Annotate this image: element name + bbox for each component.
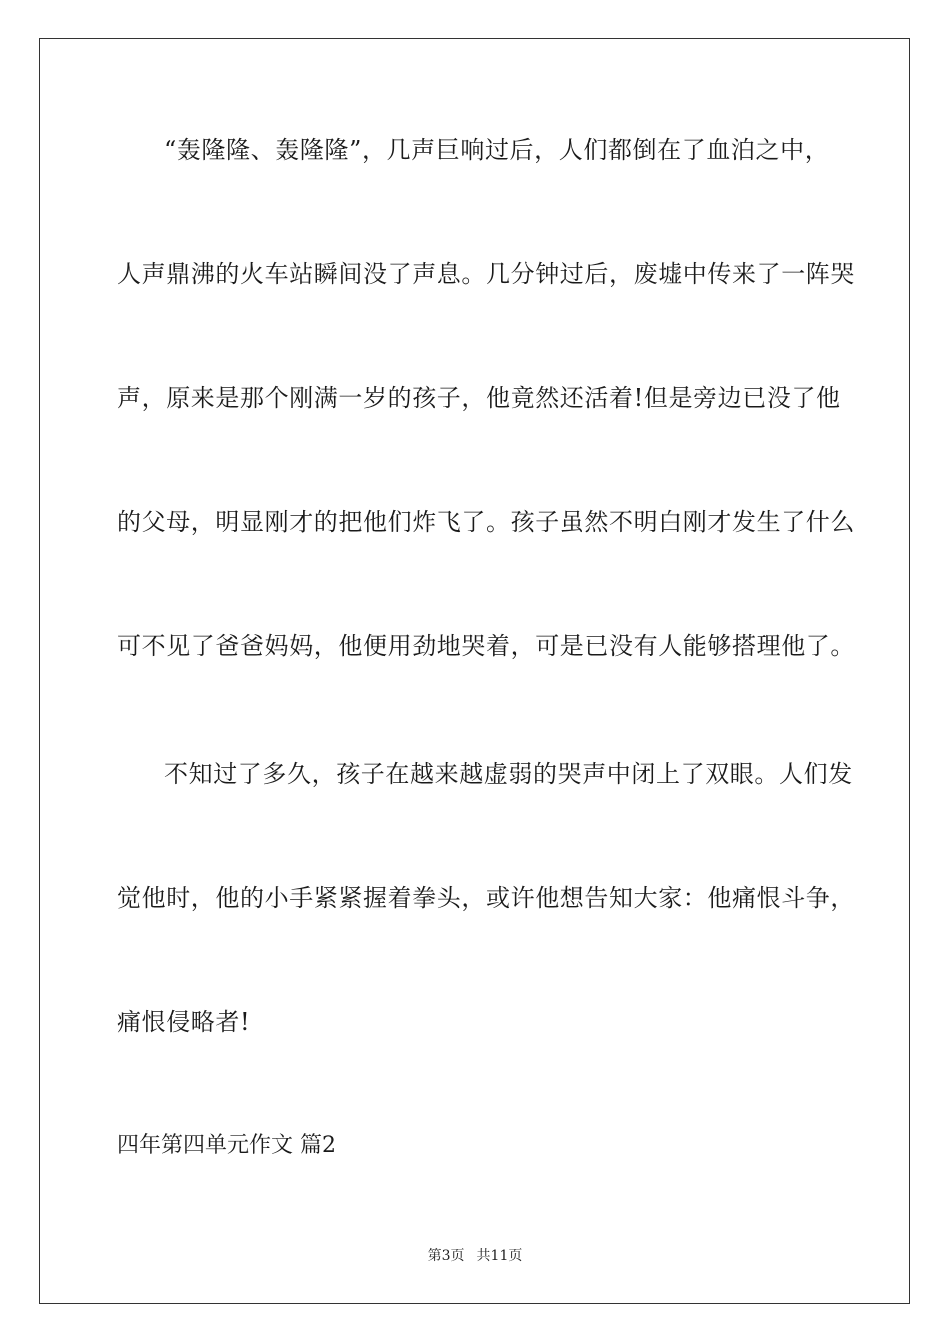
paragraph-2-line-1: 不知过了多久，孩子在越来越虚弱的哭声中闭上了双眼。人们发 (164, 760, 853, 788)
page-total: 共11页 (476, 1248, 523, 1264)
paragraph-1-line-3: 声，原来是那个刚满一岁的孩子，他竟然还活着!但是旁边已没了他 (117, 384, 841, 412)
paragraph-1-line-2: 人声鼎沸的火车站瞬间没了声息。几分钟过后，废墟中传来了一阵哭 (117, 260, 855, 288)
page-border (39, 38, 910, 1304)
paragraph-1-line-5: 可不见了爸爸妈妈，他便用劲地哭着，可是已没有人能够搭理他了。 (117, 632, 855, 660)
section-heading: 四年第四单元作文 篇2 (117, 1133, 336, 1158)
page-number: 第3页 (427, 1248, 465, 1264)
page-footer (0, 1246, 950, 1266)
paragraph-1-line-4: 的父母，明显刚才的把他们炸飞了。孩子虽然不明白刚才发生了什么 (117, 508, 855, 536)
paragraph-1-line-1: “轰隆隆、轰隆隆”，几声巨响过后，人们都倒在了血泊之中， (164, 136, 830, 164)
paragraph-2-line-2: 觉他时，他的小手紧紧握着拳头，或许他想告知大家：他痛恨斗争， (117, 884, 855, 912)
paragraph-2-line-3: 痛恨侵略者! (117, 1008, 251, 1036)
